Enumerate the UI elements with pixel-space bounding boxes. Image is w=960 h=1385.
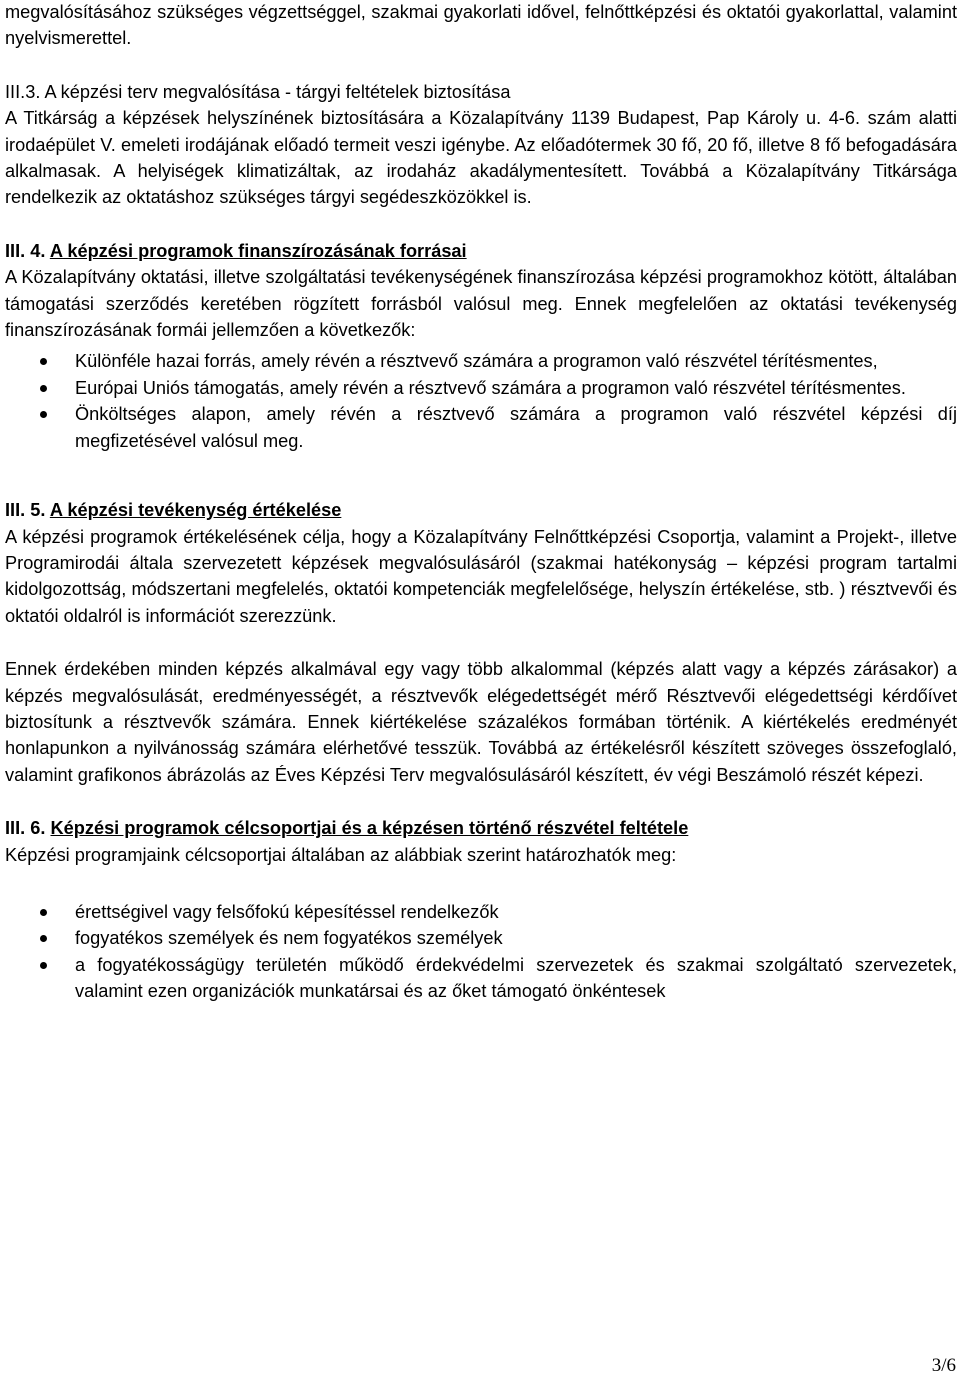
list-item: fogyatékos személyek és nem fogyatékos személyek xyxy=(5,925,957,951)
section-number: III.3. xyxy=(5,81,41,102)
section-heading-iii-4 xyxy=(5,238,957,264)
funding-sources-list xyxy=(5,348,957,454)
section-title: A képzési terv megvalósítása - tárgyi feltételek biztosítása xyxy=(44,81,511,102)
section-number: III. 5. xyxy=(5,500,46,521)
section-5-body-1: A képzési programok értékelésének célja, hogy a Közalapítvány Felnőttképzési Csoportja, valamint a Projekt-, illetve Programirodái általa szervezetett képzések megvalósulásáról (szakmai hatékonyság – képzési program tartalmi kidolgozottság, módszertani megfelelés, oktatói kompetenciák megfelelősége, helyszín értékelése, stb. ) résztvevői és oktatói oldalról is információt szerezzünk. xyxy=(5,526,957,626)
list-item: Önköltséges alapon, amely révén a résztvevő számára a programon való részvétel képzési díj megfizetésével valósul meg. xyxy=(5,401,957,454)
target-groups-list xyxy=(5,899,957,1005)
section-3-body: A Titkárság a képzések helyszínének biztosítására a Közalapítvány 1139 Budapest, Pap Károly u. 4-6. szám alatti irodaépület V. emeleti irodájának előadó termeit veszi igénybe. Az előadótermek 30 fő, 20 fő, illetve 8 fő befogadására alkalmasak. A helyiségek klimatizáltak, az irodaház akadálymentesített. Továbbá a Közalapítvány Titkársága rendelkezik az oktatáshoz szükséges tárgyi segédeszközökkel is. xyxy=(5,108,957,208)
list-item: Különféle hazai forrás, amely révén a résztvevő számára a programon való részvétel térítésmentes, xyxy=(5,348,957,374)
section-number: III. 6. xyxy=(5,818,46,839)
section-4-body: A Közalapítvány oktatási, illetve szolgáltatási tevékenységének finanszírozása képzési programokhoz kötött, általában támogatási szerződés keretében rögzített forrásból valósul meg. Ennek megfelelően az oktatási tevékenység finanszírozásának formái jellemzően a következők: xyxy=(5,267,957,341)
list-item: a fogyatékosságügy területén működő érdekvédelmi szervezetek és szakmai szolgáltató szervezetek, valamint ezen organizációk munkatársai és az őket támogató önkéntesek xyxy=(5,952,957,1005)
list-item: Európai Uniós támogatás, amely révén a résztvevő számára a programon való részvétel térítésmentes. xyxy=(5,375,957,401)
section-title: A képzési programok finanszírozásának forrásai xyxy=(49,240,467,261)
section-heading-iii-6 xyxy=(5,815,957,841)
document-page xyxy=(5,0,957,1005)
page-number: 3/6 xyxy=(931,1355,956,1376)
section-6-body: Képzési programjaink célcsoportjai általában az alábbiak szerint határozhatók meg: xyxy=(5,844,677,865)
section-title: A képzési tevékenység értékelése xyxy=(49,500,342,521)
section-5-body-2: Ennek érdekében minden képzés alkalmával egy vagy több alkalommal (képzés alatt vagy a képzés zárásakor) a képzés megvalósulását, eredményességét, a résztvevők elégedettségét mérő Résztvevői elégedettségi kérdőívet biztosítunk a résztvevők számára. Ennek kiértékelése százalékos formában történik. A kiértékelés eredményét honlapunkon a nyilvánosság számára elérhetővé tesszük. Továbbá az értékelésről készített szöveges összefoglaló, valamint grafikonos ábrázolás az Éves Képzési Terv megvalósulásáról készített, év végi Beszámoló részét képezi. xyxy=(5,659,957,785)
section-number: III. 4. xyxy=(5,240,46,261)
section-title: Képzési programok célcsoportjai és a képzésen történő részvétel feltétele xyxy=(50,818,689,839)
section-heading-iii-3 xyxy=(5,79,957,105)
list-item: érettségivel vagy felsőfokú képesítéssel rendelkezők xyxy=(5,899,957,925)
intro-paragraph: megvalósításához szükséges végzettséggel, szakmai gyakorlati idővel, felnőttképzési és oktatói gyakorlattal, valamint nyelvismerettel. xyxy=(5,2,957,49)
section-heading-iii-5 xyxy=(5,497,957,523)
